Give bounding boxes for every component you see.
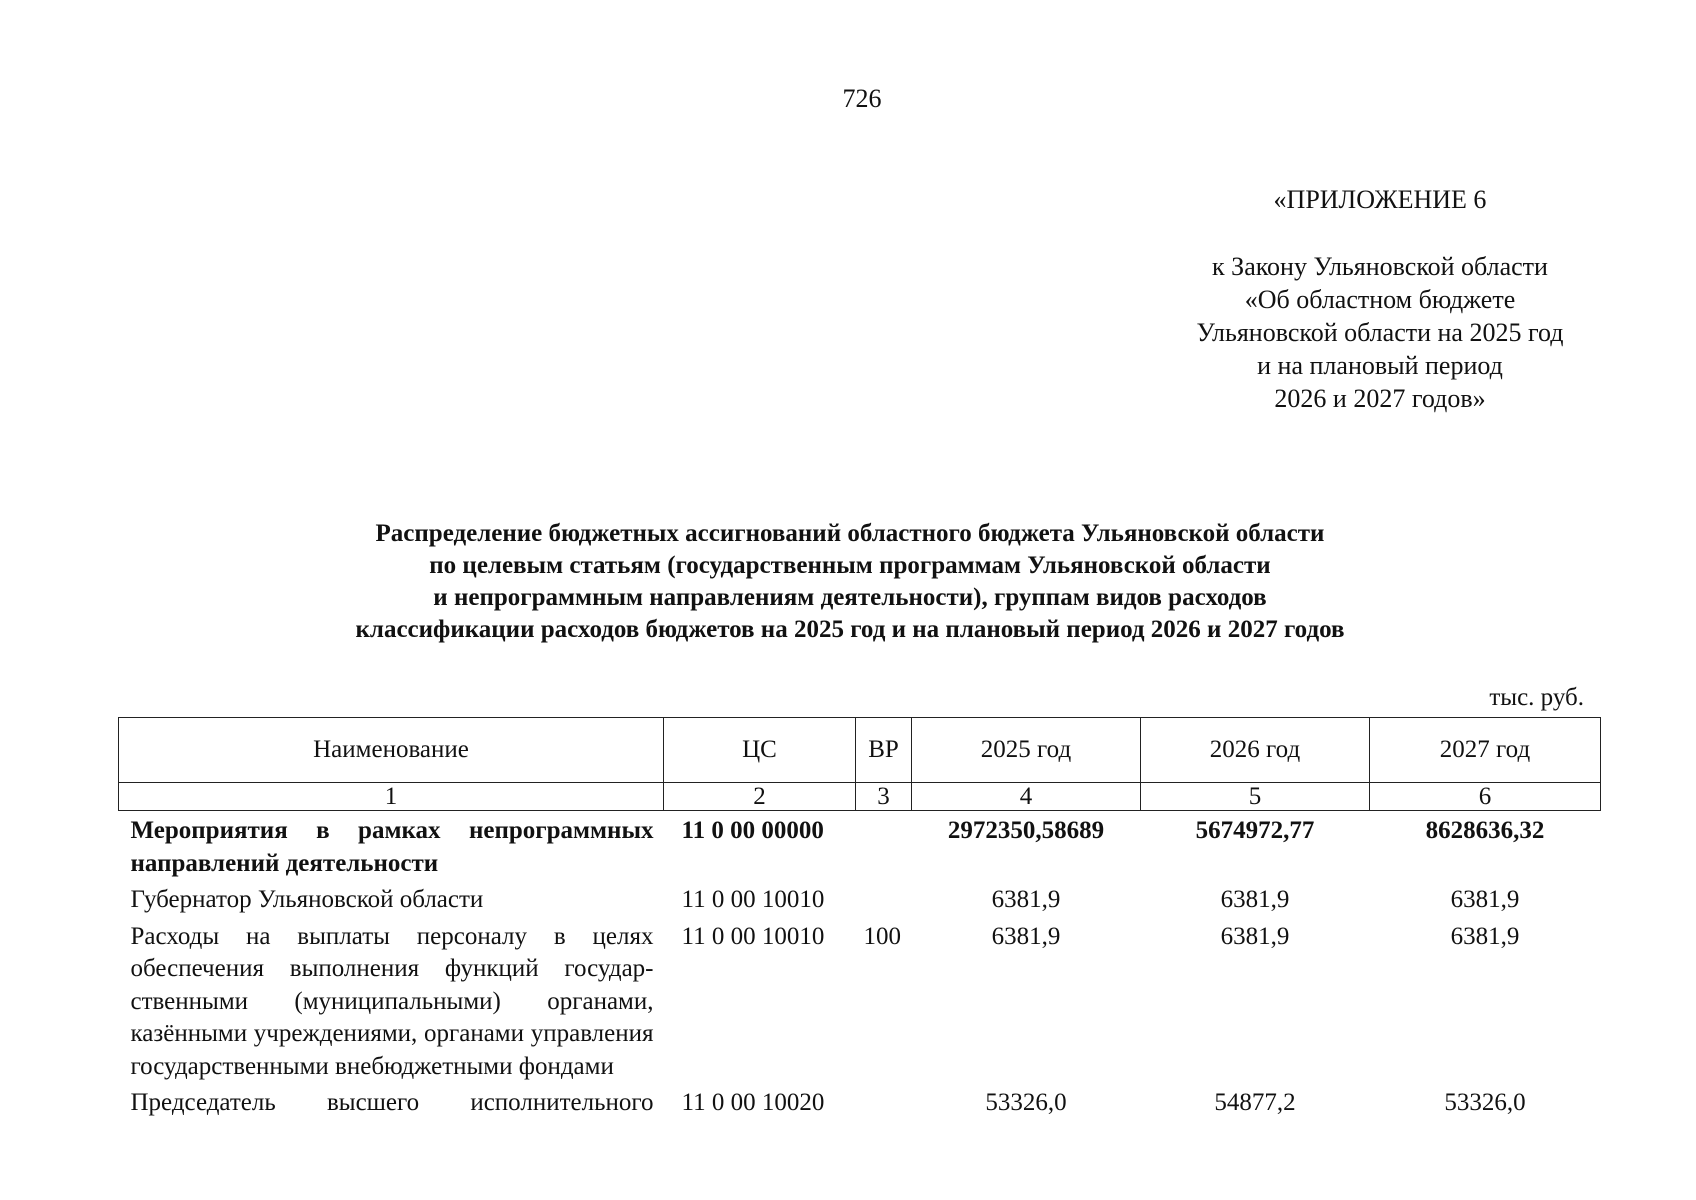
units-label: тыс. руб. [1489, 684, 1584, 711]
row-amount-2026: 54877,2 [1214, 1089, 1296, 1116]
annex-reference-line: Ульяновской области на 2025 год [1196, 318, 1564, 347]
row-amount-2026: 6381,9 [1220, 922, 1290, 950]
row-amount-2027: 6381,9 [1450, 886, 1520, 913]
row-expense-type [856, 1083, 912, 1120]
column-number: 6 [1370, 783, 1601, 811]
row-amount-2026: 5674972,77 [1195, 817, 1315, 844]
column-number: 5 [1141, 783, 1370, 811]
row-amount-2027: 6381,9 [1450, 922, 1520, 950]
row-target-article: 11 0 00 10010 [681, 922, 825, 950]
annex-reference-line: 2026 и 2027 годов» [1274, 384, 1486, 413]
row-name: Расходы на выплаты персоналу в целях обеспечения выполнения функций государственными (муниципальными) органами, казёнными учреждениями, органами управления государственными внебюджетными фондами [130, 922, 654, 1080]
table-header-row [119, 718, 1601, 783]
column-header-2027: 2027 год [1370, 718, 1601, 783]
row-expense-type [856, 811, 912, 881]
annex-reference [1150, 250, 1610, 415]
annex-title: «ПРИЛОЖЕНИЕ 6 [1273, 185, 1487, 214]
document-title-line: и непрограммным направлениям деятельности), группам видов расходов [433, 584, 1267, 611]
table-row [119, 880, 1601, 917]
row-name: Губернатор Ульяновской области [130, 886, 484, 913]
table-row [119, 1083, 1601, 1120]
budget-table [118, 717, 1601, 1120]
row-amount-2025: 2972350,58689 [947, 817, 1105, 844]
annex-reference-line: к Закону Ульяновской области [1212, 252, 1548, 281]
page-number: 726 [842, 84, 882, 113]
document-title [150, 518, 1550, 646]
row-amount-2025: 6381,9 [991, 922, 1061, 950]
row-target-article: 11 0 00 10020 [681, 1089, 825, 1116]
column-number: 4 [912, 783, 1141, 811]
row-expense-type [856, 880, 912, 917]
column-header-vr: ВР [856, 718, 912, 783]
row-target-article: 11 0 00 00000 [681, 817, 824, 844]
row-name: Мероприятия в рамках непрограммных направлений деятельности [130, 817, 654, 877]
table-row [119, 917, 1601, 1084]
row-amount-2027: 53326,0 [1444, 1089, 1526, 1116]
column-number-row [119, 783, 1601, 811]
annex-reference-line: и на плановый период [1257, 351, 1503, 380]
document-title-line: классификации расходов бюджетов на 2025 год и на плановый период 2026 и 2027 годов [355, 616, 1345, 643]
row-amount-2026: 6381,9 [1220, 886, 1290, 913]
row-amount-2025: 6381,9 [991, 886, 1061, 913]
column-number: 2 [664, 783, 856, 811]
document-title-line: по целевым статьям (государственным программам Ульяновской области [429, 552, 1271, 579]
row-name: Председатель высшего исполнительного [130, 1089, 654, 1116]
document-title-line: Распределение бюджетных ассигнований областного бюджета Ульяновской области [375, 520, 1325, 547]
row-amount-2027: 8628636,32 [1425, 817, 1545, 844]
column-header-cs: ЦС [664, 718, 856, 783]
annex-reference-line: «Об областном бюджете [1244, 285, 1516, 314]
row-target-article: 11 0 00 10010 [681, 886, 825, 913]
column-header-2026: 2026 год [1141, 718, 1370, 783]
column-header-name: Наименование [119, 718, 664, 783]
row-expense-type: 100 [863, 922, 901, 950]
table-row [119, 811, 1601, 881]
column-number: 1 [119, 783, 664, 811]
column-header-2025: 2025 год [912, 718, 1141, 783]
column-number: 3 [856, 783, 912, 811]
row-amount-2025: 53326,0 [985, 1089, 1067, 1116]
